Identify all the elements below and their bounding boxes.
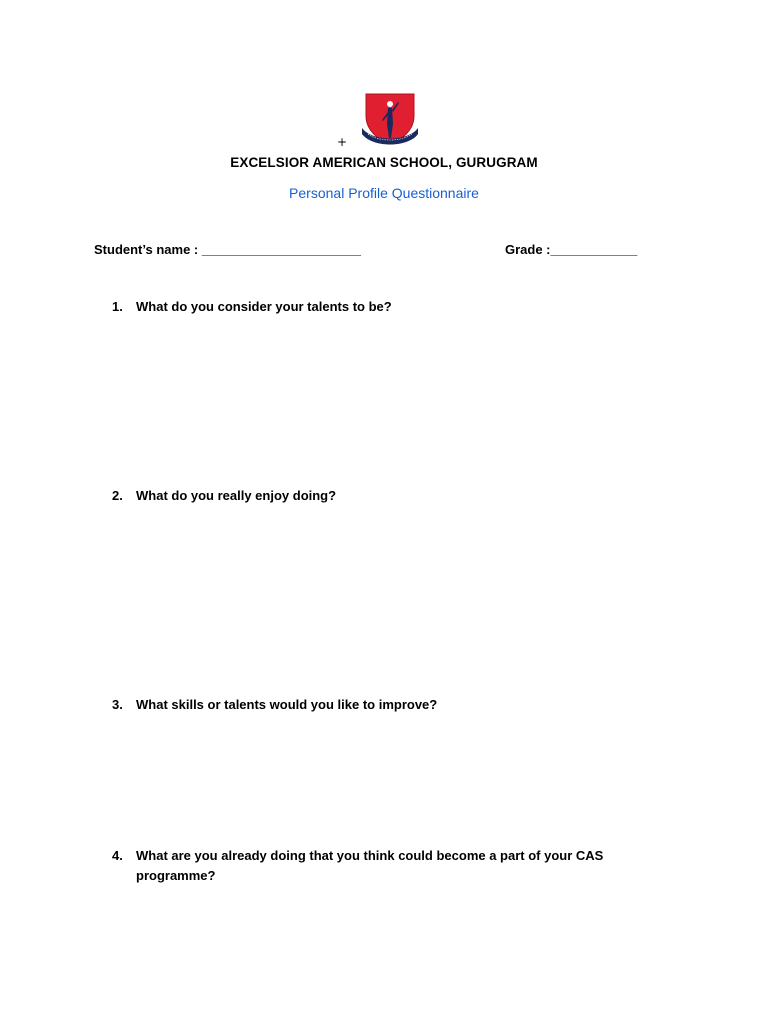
student-name-label: Student’s name : (94, 242, 202, 257)
question-text: What do you consider your talents to be? (136, 299, 392, 314)
school-name: EXCELSIOR AMERICAN SCHOOL, GURUGRAM (230, 155, 538, 170)
student-name-field[interactable] (94, 242, 361, 257)
question-3 (112, 695, 652, 715)
question-text: What skills or talents would you like to improve? (136, 697, 438, 712)
plus-mark: + (337, 135, 348, 149)
grade-blank[interactable]: ____________ (550, 242, 638, 257)
question-4 (112, 846, 652, 886)
question-1 (112, 297, 652, 317)
question-number: 3. (112, 697, 123, 712)
student-name-blank[interactable]: ______________________ (201, 242, 361, 257)
school-crest-logo (358, 90, 422, 148)
question-2 (112, 486, 652, 506)
question-text: What are you already doing that you think could become a part of your CAS programme? (136, 848, 604, 883)
grade-field[interactable] (505, 242, 637, 257)
question-text: What do you really enjoy doing? (136, 488, 337, 503)
grade-label: Grade : (505, 242, 551, 257)
question-number: 4. (112, 848, 123, 863)
question-number: 1. (112, 299, 123, 314)
form-title: Personal Profile Questionnaire (289, 185, 479, 201)
question-number: 2. (112, 488, 123, 503)
